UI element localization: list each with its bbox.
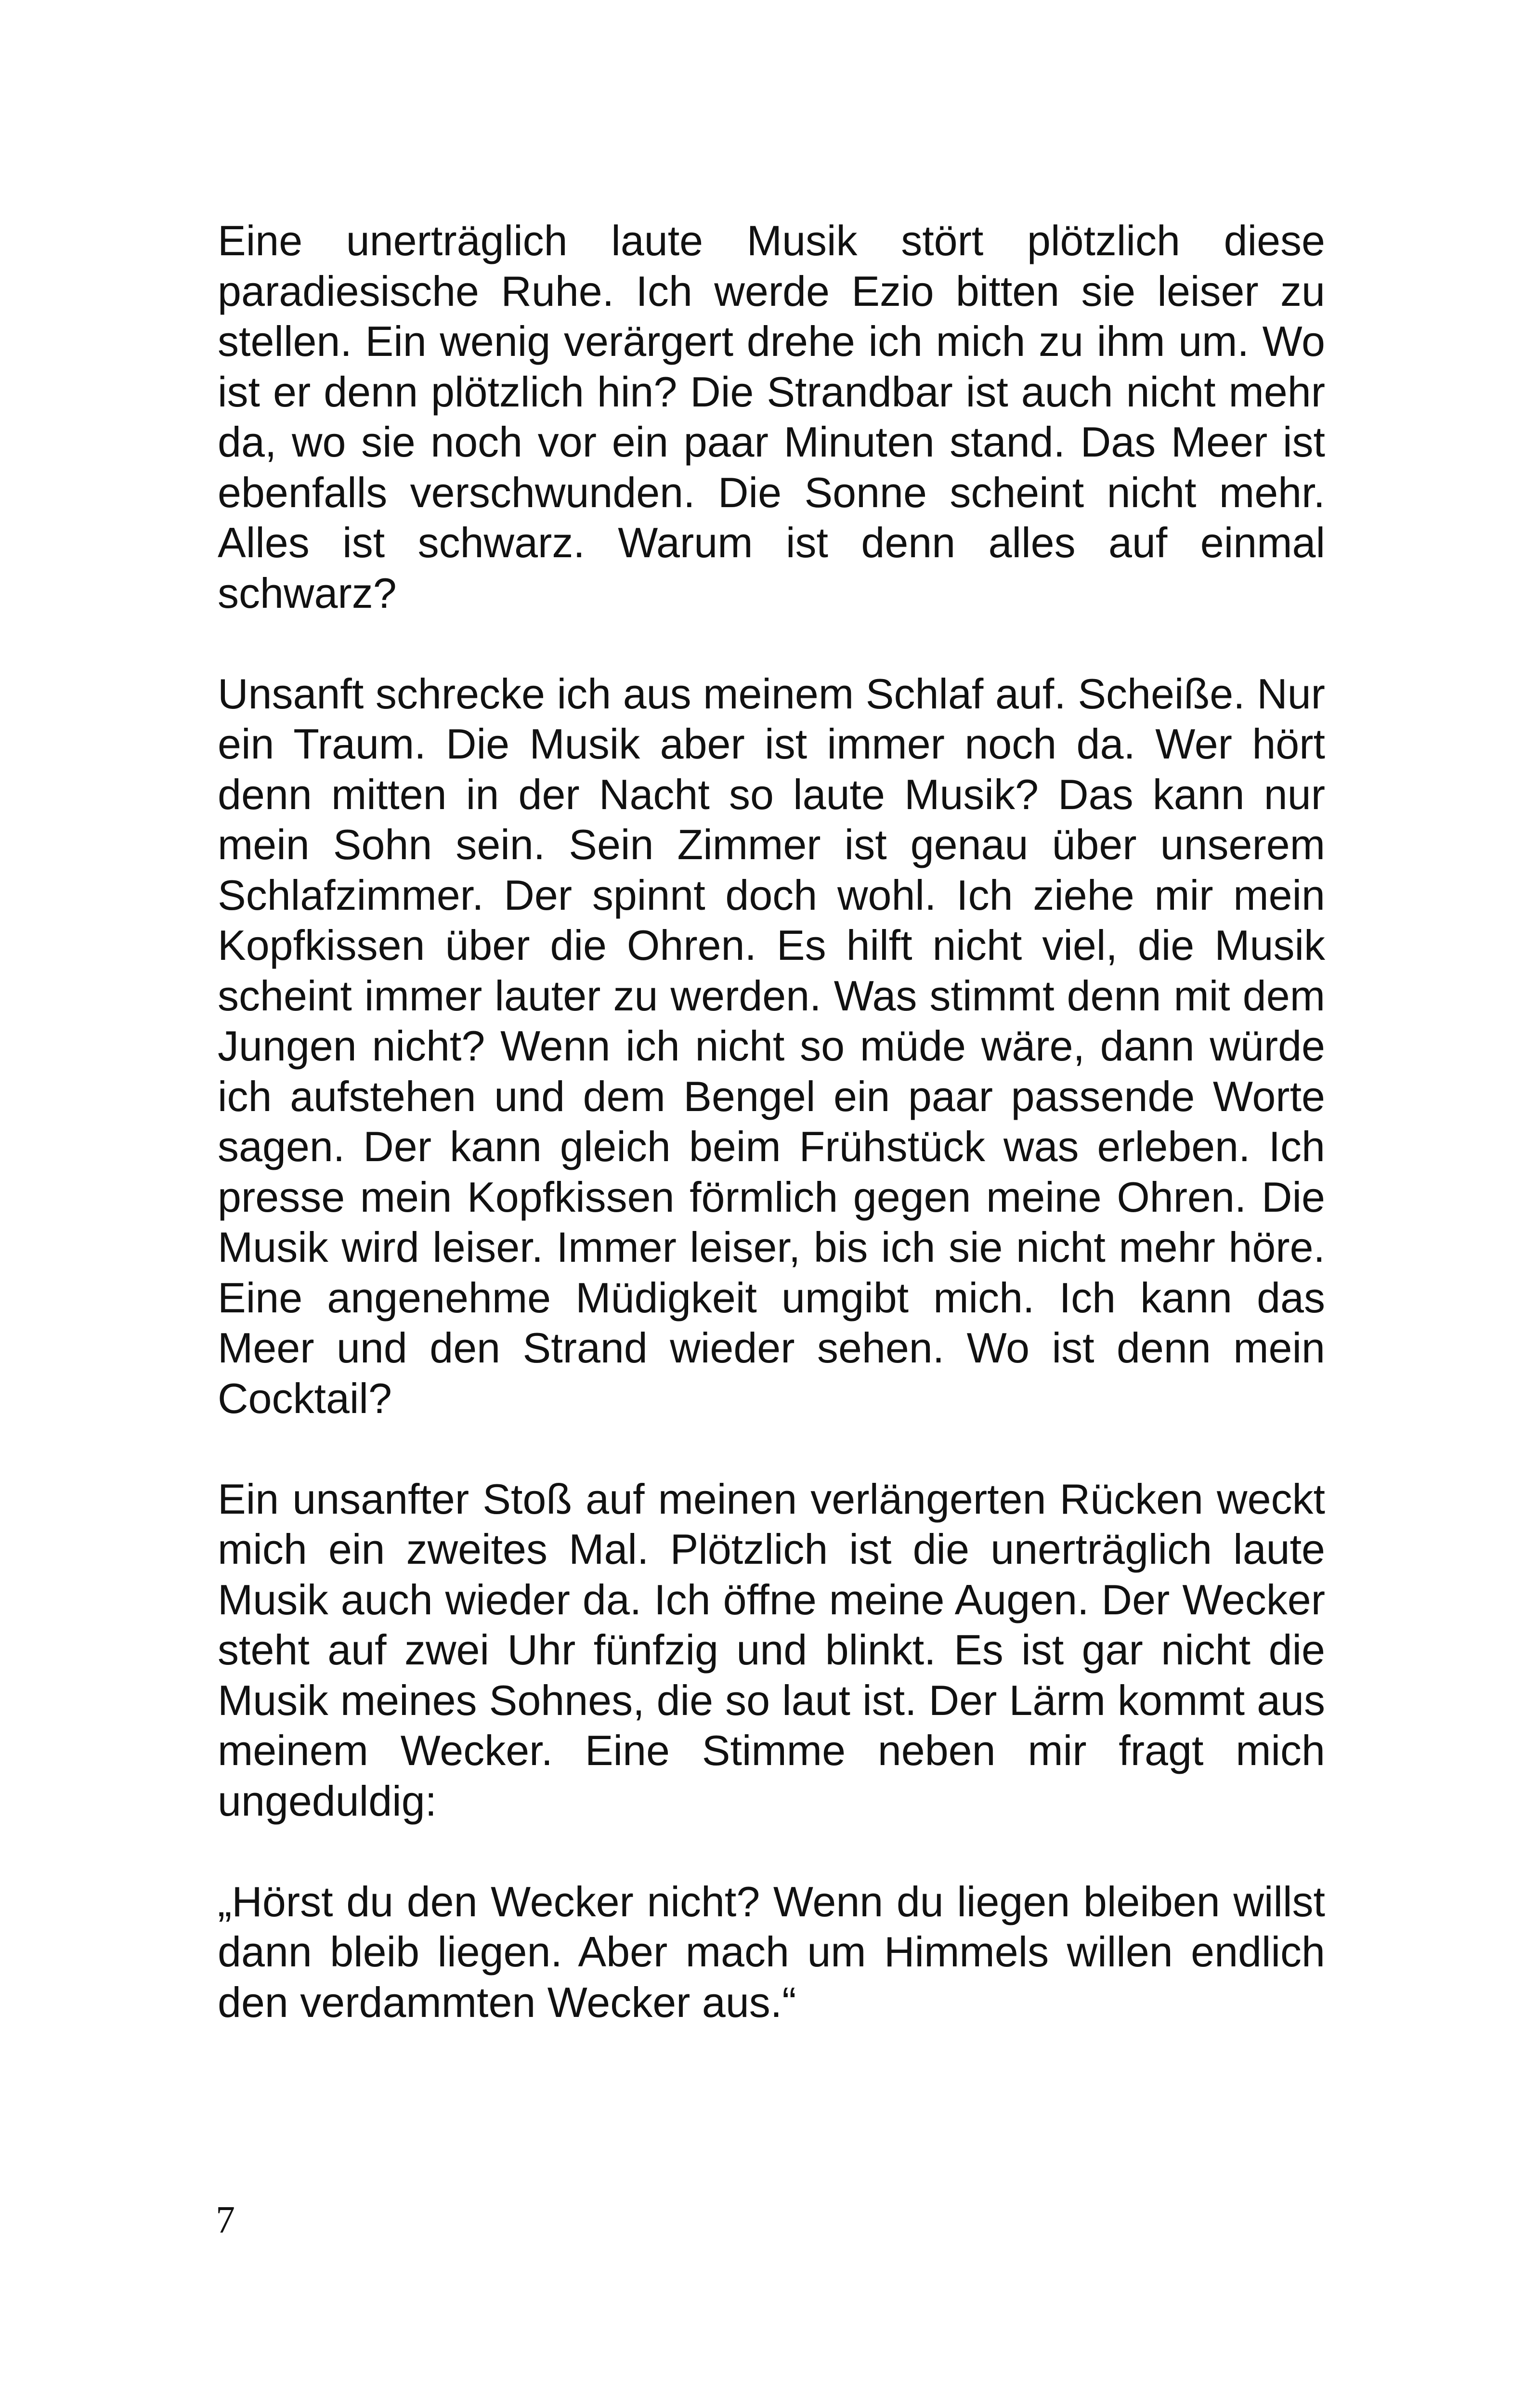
paragraph-2: Unsanft schrecke ich aus meinem Schlaf auf. Scheiße. Nur ein Traum. Die Musik aber ist immer noch da. Wer hört denn mitten in der Nacht so laute Musik? Das kann nur mein Sohn sein. Sein Zimmer ist genau über unserem Schlafzimmer. Der spinnt doch wohl. Ich ziehe mir mein Kopfkissen über die Ohren. Es hilft nicht viel, die Musik scheint immer lauter zu werden. Was stimmt denn mit dem Jungen nicht? Wenn ich nicht so müde wäre, dann würde ich aufstehen und dem Bengel ein paar passende Worte sagen. Der kann gleich beim Frühstück was erleben. Ich presse mein Kopfkissen förmlich gegen meine Ohren. Die Musik wird leiser. Immer leiser, bis ich sie nicht mehr höre. Eine angenehme Müdigkeit umgibt mich. Ich kann das Meer und den Strand wieder sehen. Wo ist denn mein Cocktail? xyxy=(218,669,1325,1422)
paragraph-4: „Hörst du den Wecker nicht? Wenn du liegen bleiben willst dann bleib liegen. Aber mach um Himmels willen endlich den verdammten Wecker aus.“ xyxy=(218,1877,1325,2026)
page-number: 7 xyxy=(216,2199,235,2241)
body-text xyxy=(218,216,1325,2028)
paragraph-1: Eine unerträglich laute Musik stört plötzlich diese paradiesische Ruhe. Ich werde Ezio bitten sie leiser zu stellen. Ein wenig verärgert drehe ich mich zu ihm um. Wo ist er denn plötzlich hin? Die Strandbar ist auch nicht mehr da, wo sie noch vor ein paar Minuten stand. Das Meer ist ebenfalls verschwunden. Die Sonne scheint nicht mehr. Alles ist schwarz. Warum ist denn alles auf einmal schwarz? xyxy=(218,217,1325,617)
paragraph-3: Ein unsanfter Stoß auf meinen verlängerten Rücken weckt mich ein zweites Mal. Plötzlich ist die unerträglich laute Musik auch wieder da. Ich öffne meine Augen. Der Wecker steht auf zwei Uhr fünfzig und blinkt. Es ist gar nicht die Musik meines Sohnes, die so laut ist. Der Lärm kommt aus meinem Wecker. Eine Stimme neben mir fragt mich ungeduldig: xyxy=(218,1475,1325,1825)
